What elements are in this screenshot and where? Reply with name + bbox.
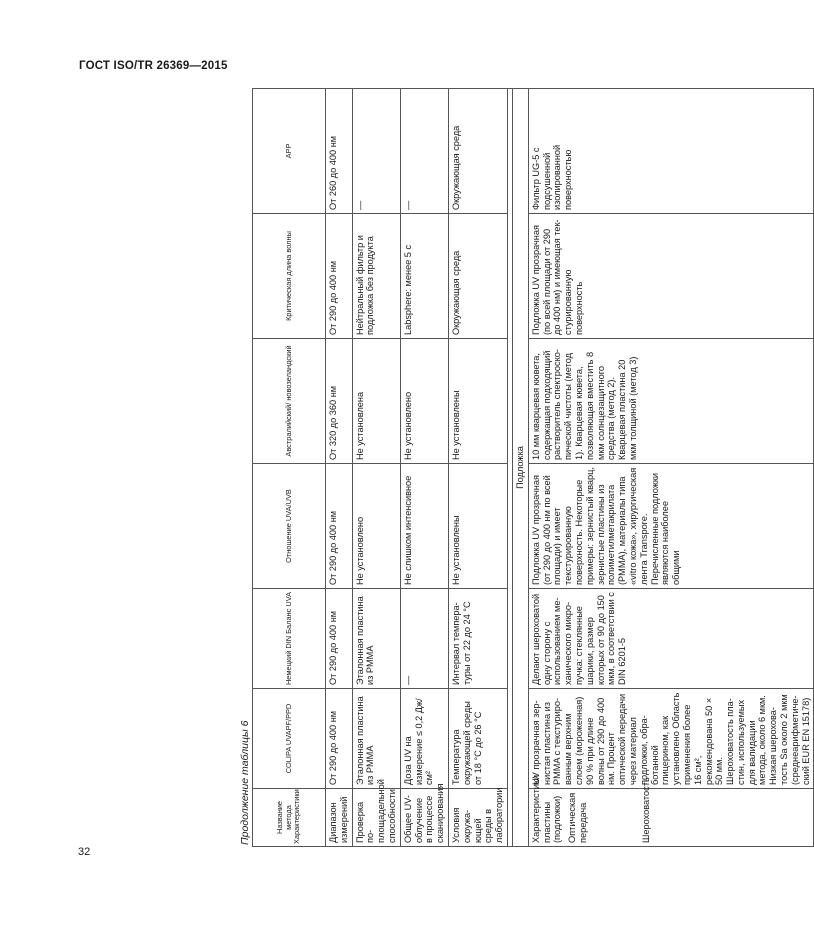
table-cell: Не установлено	[352, 464, 400, 589]
column-header: Отношение UVA/UVB	[253, 464, 326, 589]
table-cell: Делают шероховатой одну сторону с использованием механического микропучка: стеклянные шарики, размер которых от 90 до 150 мкм, в соответствии с DIN 6201-5	[528, 589, 814, 689]
column-header: Критическая длина волны	[253, 214, 326, 339]
column-header: APP	[253, 89, 326, 214]
table-header-row	[253, 89, 326, 847]
column-header: Австралийский/ новозеландский	[253, 339, 326, 464]
table-cell: UV прозрачная зернистая пластина из PMMA с текстурированным верхним слоем (мороженная) 90 % при длине волны от 290 до 400 нм. Процент оптической передачи через материал подложки, обработанной глицерином, как установлено Область применения более 16 см², рекомендована 50 × 50 мм. Шероховатость пластин, используемых для валидации метода, около 6 мкм. Низкая шероховатость Sa около 2 мкм (среднеарифметический EUR EN 15178)	[528, 689, 814, 789]
table-cell: 10 мм кварцевая кювета, содержащая подходящий растворитель спектроскопической чистоты (метод 1). Кварцевая кювета, позволяющая вместить 8 мкм солнцезащитного средства (метод 2). Кварцевая пластина 20 мкм толщиной (метод 3)	[528, 339, 814, 464]
table-cell: —	[400, 589, 448, 689]
table-cell: От 260 до 400 нм	[326, 89, 353, 214]
table-cell: Не слишком интенсивное	[400, 464, 448, 589]
table-cell: Labsphere: менее 5 с	[400, 214, 448, 339]
table-cell: —	[400, 89, 448, 214]
section-header-row	[512, 89, 528, 847]
table-cell: От 320 до 360 нм	[326, 339, 353, 464]
table-cell: Фильтр UG-5 с подсушенной изолированной поверхностью	[528, 89, 814, 214]
table-row	[326, 89, 353, 847]
table-row	[400, 89, 448, 847]
row-label: Диапазон измерений	[326, 789, 353, 847]
table-cell: Окружающая среда	[448, 214, 507, 339]
table-cell: Нейтральный фильтр и подложка без продукта	[352, 214, 400, 339]
table-row	[528, 89, 814, 847]
table-cell: Интервал температуры от 22 до 24 °C	[448, 589, 507, 689]
table-cell: От 290 до 400 нм	[326, 464, 353, 589]
row-label-group	[528, 774, 814, 847]
column-header: Название метода Характеристики	[253, 789, 326, 847]
row-label: Оптическая передача	[567, 792, 588, 843]
table-cell: Не установлено	[400, 339, 448, 464]
table-cell: Эталонная пластина из PMMA	[352, 589, 400, 689]
row-label: Проверка поплощадельной способности	[352, 789, 400, 847]
table-cell: Не установлена	[352, 339, 400, 464]
methods-comparison-table	[252, 88, 814, 847]
table-cell: Окружающая среда	[448, 89, 507, 214]
row-label: Шероховатость	[640, 777, 651, 843]
table-cell: Подложка UV прозрачная (по всей площади от 290 до 400 нм) и имеющая текстурированную поверхность	[528, 214, 814, 339]
row-label: Общее UV-облучение в процессе сканирования	[400, 789, 448, 847]
table-cell: Доза UV на измерение ≤ 0,2 Дж/см²	[400, 689, 448, 789]
table-row	[448, 89, 507, 847]
table-cell: Не установлены	[448, 339, 507, 464]
table-cell: От 290 до 400 нм	[326, 214, 353, 339]
page-number: 32	[78, 846, 91, 858]
table-cell: От 290 до 400 нм	[326, 589, 353, 689]
table-cell: Не установлены	[448, 464, 507, 589]
table-cell: Температура окружающей среды от 18 °C до 26 °C	[448, 689, 507, 789]
table-cell: Подложка UV прозрачная (от 290 до 400 нм по всей площади) и имеет текстурированную поверхность. Некоторые примеры: зернистый кварц, зернистые пластины из полиметилметакрилата (PMMA), материалы типа «vitro кожа», хирургическая лента Transpore. Перечисленные подложки являются наиболее общими	[528, 464, 814, 589]
table-cell: —	[352, 89, 400, 214]
column-header: Немецкий DIN Баланс UVA	[253, 589, 326, 689]
table-cell: От 290 до 400 нм	[326, 689, 353, 789]
document-title: ГОСТ ISO/TR 26369—2015	[79, 60, 228, 72]
table-cell: Эталонная пластина из PMMA	[352, 689, 400, 789]
section-title: Подложка	[512, 89, 528, 847]
column-header: COLIPA UVAPF/PPD	[253, 689, 326, 789]
table-row	[352, 89, 400, 847]
rotated-table-block	[238, 89, 811, 847]
table-continuation-caption: Продолжение таблицы 6	[239, 720, 251, 845]
row-label: Характеристики пластины (подложки)	[530, 774, 563, 843]
row-label: Условия окружающей среды в лаборатории	[448, 789, 507, 847]
